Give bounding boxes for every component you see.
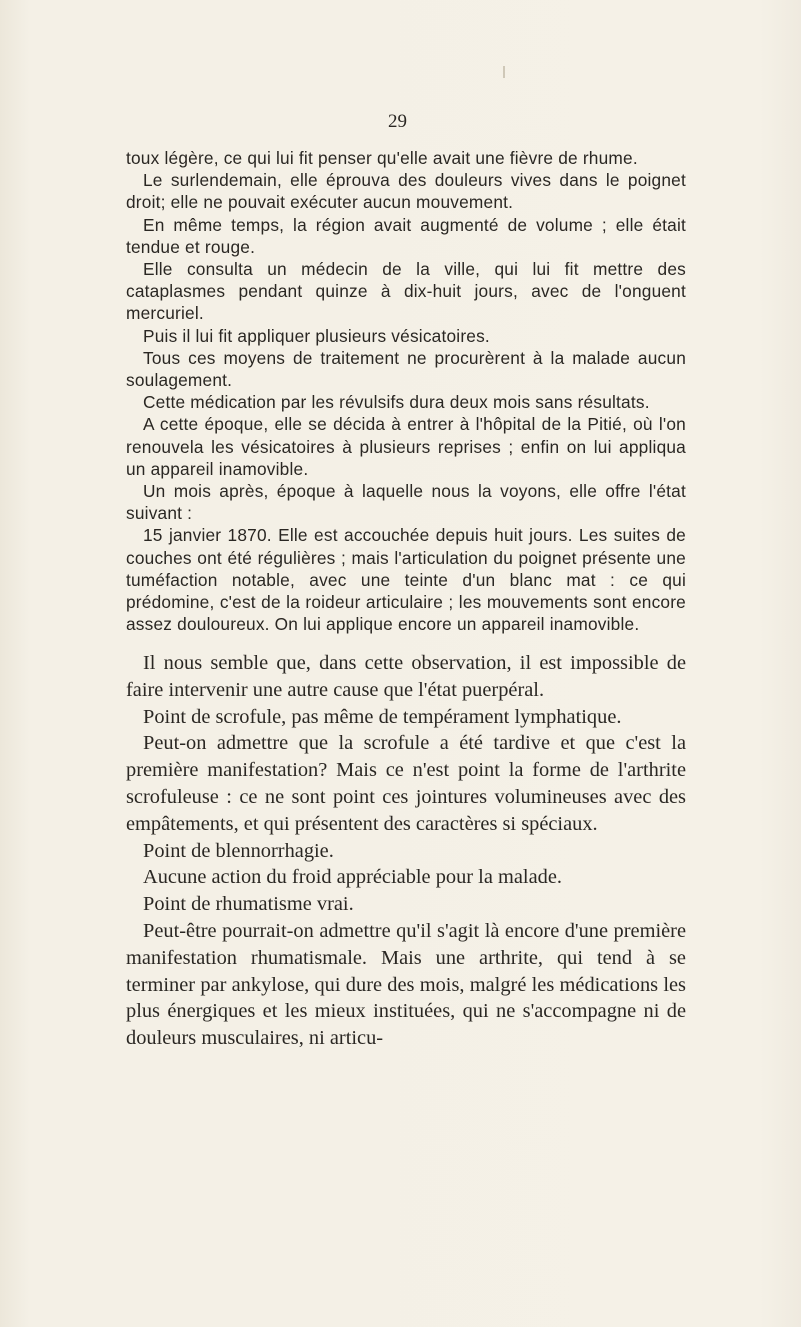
discussion-paragraph: Peut-être pourrait-on admettre qu'il s'agit là encore d'une première manifestation rhumatismale. Mais une arthrite, qui tend à se terminer par ankylose, qui dure des mois, malgré les médications les plus énergiques et les mieux instituées, qui ne s'accompagne ni de douleurs musculaires, ni articu-	[126, 919, 686, 1050]
discussion-paragraph: Point de blennorrhagie.	[143, 839, 334, 862]
page-mark	[503, 66, 505, 78]
discussion-paragraph: Peut-on admettre que la scrofule a été tardive et que c'est la première manifestation? Mais ce n'est point la forme de l'arthrite scrofuleuse : ce ne sont point ces jointures volumineuses avec des empâtements, et qui présentent des caractères si spéciaux.	[126, 732, 686, 835]
discussion-paragraph: Il nous semble que, dans cette observation, il est impossible de faire intervenir une autre cause que l'état puerpéral.	[126, 652, 686, 701]
case-paragraph: En même temps, la région avait augmenté de volume ; elle était tendue et rouge.	[126, 214, 686, 257]
case-paragraph: Tous ces moyens de traitement ne procurèrent à la malade aucun soulagement.	[126, 347, 686, 391]
discussion-section	[126, 650, 686, 1052]
discussion-paragraph: Point de rhumatisme vrai.	[143, 893, 354, 916]
case-paragraph: A cette époque, elle se décida à entrer à l'hôpital de la Pitié, où l'on renouvela les vésicatoires à plusieurs reprises ; enfin on lui appliqua un appareil inamovible.	[126, 414, 686, 479]
case-paragraph: Cette médication par les révulsifs dura deux mois sans résultats.	[143, 392, 650, 413]
discussion-paragraph: Point de scrofule, pas même de tempérament lymphatique.	[143, 705, 622, 728]
discussion-paragraph: Aucune action du froid appréciable pour la malade.	[143, 866, 562, 889]
case-paragraph: toux légère, ce qui lui fit penser qu'elle avait une fièvre de rhume.	[126, 148, 638, 168]
page-number: 29	[388, 111, 407, 132]
case-paragraph: 15 janvier 1870. Elle est accouchée depuis huit jours. Les suites de couches ont été régulières ; mais l'articulation du poignet présente une tuméfaction notable, avec une teinte d'un blanc mat : ce qui prédomine, c'est de la roideur articulaire ; les mouvements sont encore assez douloureux. On lui applique encore un appareil inamovible.	[126, 525, 686, 635]
case-paragraph: Un mois après, époque à laquelle nous la voyons, elle offre l'état suivant :	[126, 481, 686, 524]
case-paragraph: Puis il lui fit appliquer plusieurs vésicatoires.	[143, 325, 490, 346]
case-paragraph: Elle consulta un médecin de la ville, qui lui fit mettre des cataplasmes pendant quinze à dix-huit jours, avec de l'onguent mercuriel.	[126, 259, 686, 324]
case-paragraph: Le surlendemain, elle éprouva des douleurs vives dans le poignet droit; elle ne pouvait exécuter aucun mouvement.	[126, 170, 686, 213]
case-report-section	[126, 147, 686, 635]
